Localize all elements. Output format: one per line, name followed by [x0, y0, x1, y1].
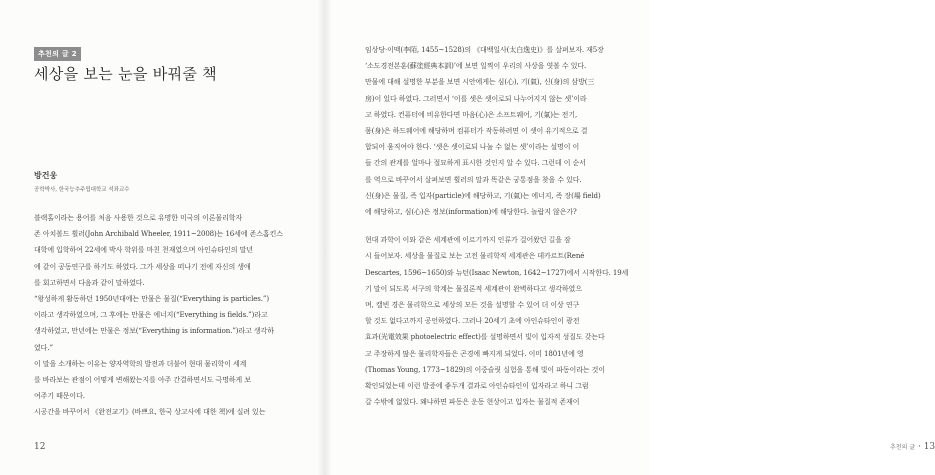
text-line: 신(身)은 물질, 즉 입자(particle)에 해당하고, 기(氣)는 에너지, 즉 장(場 field)	[365, 191, 601, 200]
paragraph	[34, 356, 289, 405]
text-line: 블랙홀이라는 용어를 처음 사용한 것으로 유명한 미국의 이론물리학자	[34, 214, 243, 222]
text-line: 생각하였고, 만년에는 만물은 정보(“Everything is information.”)라고 생각하	[34, 327, 274, 336]
text-line: ‘소도경전본훈(蘇塗經典本訓)’에 보면 일찍이 우리의 사상을 엿볼 수 있다.	[365, 62, 587, 71]
text-line: 이라고 생각하였으며, 그 후에는 만물은 에너지(“Everything is fields.”)라고	[34, 311, 268, 320]
text-line: 이 말을 소개하는 이유는 양자역학의 발전과 더불어 현대 물리학이 세계	[34, 359, 247, 368]
author-affiliation: 공학박사, 한국능추주립대학교 석좌교수	[34, 187, 130, 193]
left-body-text	[34, 210, 289, 421]
left-page	[0, 0, 325, 475]
author-name: 방건웅	[34, 171, 58, 180]
text-line: (Thomas Young, 1773~1829)의 이중슬릿 실험을 통해 빛이 파동이라는 것이	[365, 365, 605, 374]
text-line: 를 역으로 바꾸어서 살펴보면 휠러의 말과 똑같은 궁통점을 찾을 수 있다.	[365, 175, 582, 184]
text-line: 에 같이 공동연구를 하기도 하였다. 그가 세상을 떠나기 전에 자신의 생애	[34, 262, 251, 271]
paragraph	[365, 42, 617, 220]
text-line: 갈 수밖에 없었다. 왜냐하면 파동은 운동 현상이고 입자는 물질적 존재이	[365, 398, 580, 407]
text-line: 만물에 대해 설명한 부분을 보면 시안에게는 심(心), 기(氣), 신(身)의 삼방(三	[365, 78, 595, 87]
text-line: 房)이 있다 하였다. 그러면서 ‘이를 셋은 셋이로되 나누어지지 않는 셋’이라	[365, 94, 587, 103]
book-gutter	[318, 0, 332, 475]
text-line: 임상당·이맥(李陌, 1455~1528)의 《대백일사(太白逸史)》를 살펴보자. 재5장	[365, 46, 604, 54]
text-line: 였다.”	[34, 343, 53, 352]
paragraph	[34, 404, 289, 420]
text-line: 확인되었는데 이런 발증에 좋두개 결과로 아인슈타인이 입자라고 하니 그럼	[365, 382, 589, 391]
page-number-left: 12	[34, 442, 46, 452]
text-line: 효과(光電效果 photoelectric effect)를 설명하면서 빛이 입자적 성질도 갖는다	[365, 333, 605, 342]
section-badge: 추천의 글 2	[34, 47, 81, 61]
text-line: 할 것도 없다고까지 공언하였다. 그러나 20세기 초에 아인슈타인이 광전	[365, 317, 580, 326]
paragraph-gap	[365, 220, 617, 232]
text-line: 현대 과학이 이와 같은 세계관에 이르기까지 인류가 걸어왔던 길을 잠	[365, 236, 571, 245]
text-line: Descartes, 1596~1650)와 뉴턴(Isaac Newton, 1642~1727)에서 시작한다. 19세	[365, 268, 629, 277]
text-line: 고 하였다. 컨퓨터에 비유한다면 마음(心)은 소프트웨어, 기(氣)는 전기,	[365, 110, 578, 119]
text-line: 들 간의 관계를 얼마나 절묘하게 표시한 것인지 알 수 있다. 그런데 이 순서	[365, 159, 586, 168]
paragraph	[365, 232, 629, 410]
text-line: 존 아치볼드 휠러(John Archibald Wheeler, 1911~2008)는 16세에 존스홉킨스	[34, 230, 283, 239]
paragraph	[34, 291, 289, 356]
page-footer-right	[890, 442, 935, 452]
text-line: 몸(身)은 하드웨어에 해당하며 컴퓨터가 작동하려면 이 셋이 유기적으로 결	[365, 127, 588, 136]
text-line: 며, 캘빈 경은 물리학으로 세상의 모든 것을 설명할 수 있어 더 이상 연구	[365, 301, 580, 310]
text-line: 기 말이 되도록 서구의 학계는 물질론적 세계관이 완벽하다고 생각하였으	[365, 284, 582, 293]
chapter-title: 세상을 보는 눈을 바꿔줄 책	[34, 65, 217, 83]
text-line: 를 회고하면서 다음과 같이 말하였다.	[34, 278, 145, 287]
text-line: 대학에 입학하여 22세에 박사 학위를 마친 천재였으며 아인슈타인의 말년	[34, 246, 253, 255]
footer-separator: ·	[917, 442, 924, 452]
running-head: 추천의 글	[890, 444, 916, 451]
text-line: 에 해당하고, 심(心)은 정보(information)에 해당한다. 놀랍지 않은가?	[365, 208, 577, 217]
text-line: 여주기 때문이다.	[34, 392, 85, 401]
right-body-text	[365, 42, 629, 410]
text-line: 합되어 움직여야 한다. ‘셋은 셋이로되 나눌 수 없는 셋’이라는 설명이 이	[365, 143, 580, 152]
text-line: 를 바라보는 관점이 어떻게 변해왔는지를 아주 간결하면서도 극명하게 보	[34, 376, 251, 385]
text-line: 시공간을 바꾸어서 《완전교기》(바쁘요, 한국 상고사에 대한 책)에 실려 있는	[34, 408, 266, 417]
paragraph	[34, 210, 289, 291]
text-line: 고 주장하게 많은 물리학자들은 곤경에 빠지게 되었다. 이미 1801년에 영	[365, 349, 584, 358]
text-line: 시 들어보자. 세상을 물질로 보는 고전 물리학적 세계관은 데카르트(René	[365, 252, 585, 261]
text-line: “왕성하게 활동하던 1950년대에는 만물은 물질(“Everything is particles.”)	[34, 295, 269, 304]
page-number-right: 13	[923, 442, 935, 452]
